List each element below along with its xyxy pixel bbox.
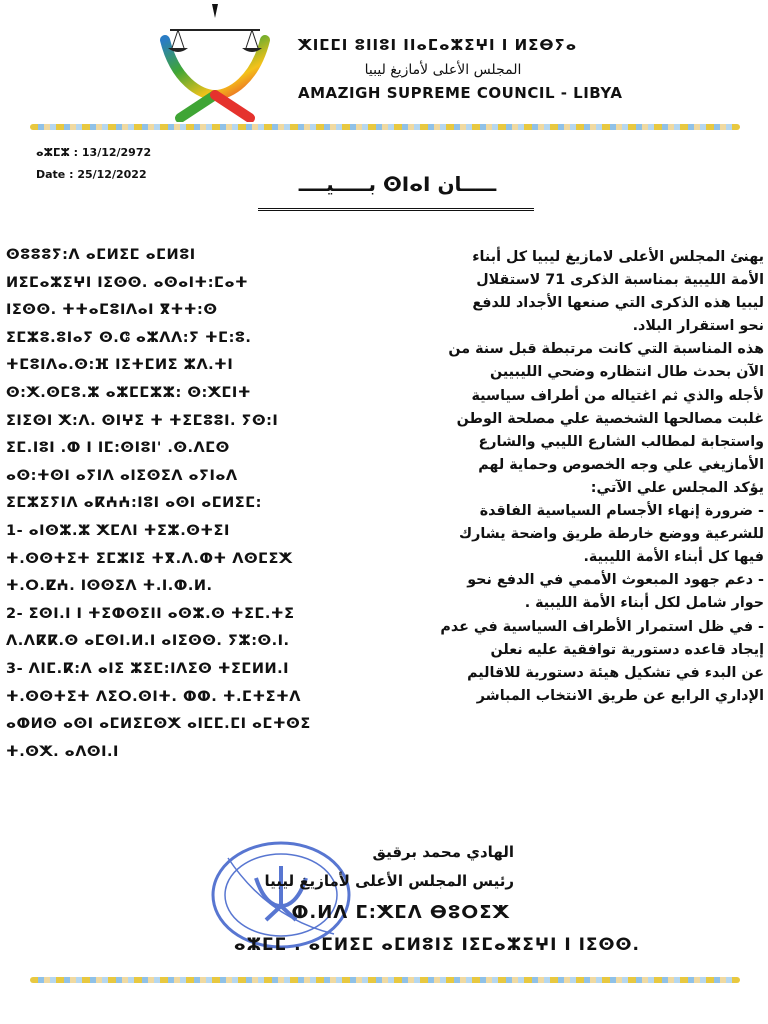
date-gregorian: Date : 25/12/2022 bbox=[36, 168, 147, 181]
arabic-line: واستجابة لمطالب الشارع الليبي والشارع bbox=[478, 433, 764, 450]
header-divider bbox=[30, 124, 740, 130]
org-name-tifinagh: ⵅⵏⵎⵎⵏ ⵓⵏⵏⵓⵏ ⵏⵏⴰⵎⴰⵣⵉⵖⵏ ⵏ ⵍⵉⴱⵢⴰ bbox=[298, 36, 578, 54]
tifinagh-line: ⴰⵀⵍⵙ ⴰⵙⵏ ⴰⵎⵍⵉⵎⵙⵅ ⴰⵏⵎⵎ.ⵎⵏ ⴰⵎⵜⵙⵉ bbox=[6, 716, 311, 733]
amazigh-council-logo-icon bbox=[150, 0, 280, 122]
statement-title: بـــــيــــ ⵙⵏⴰⵏ ـــــان bbox=[298, 172, 497, 196]
tifinagh-line: 2- ⵉⵙⵏ.ⵏ ⵏ ⵜⵉⵀⵙⵉⵏⵏ ⴰⵙⵣ.ⵙ ⵜⵉⵎ.ⵜⵉ bbox=[6, 605, 295, 622]
letterhead bbox=[0, 0, 768, 130]
arabic-line: الأمة الليبية بمناسبة الذكرى 71 لاستقلال bbox=[476, 272, 764, 289]
date-amazigh: ⴰⵣⵎⵣ : 13/12/2972 bbox=[36, 146, 152, 159]
arabic-line: إيجاد قاعده دستورية توافقية عليه نعلن bbox=[490, 641, 764, 658]
arabic-line: يهنئ المجلس الأعلى لامازيغ ليبيا كل أبناء bbox=[472, 249, 764, 265]
tifinagh-line: ⵜ.ⵙⵅ. ⴰⴷⵙⵏ.ⵏ bbox=[6, 743, 119, 760]
signatory-name-tifinagh: ⵀ.ⵍⴷ ⵎ:ⵅⵎⴷ ⴱⵓⵔⵉⵅ bbox=[291, 902, 510, 923]
arabic-line: نحو استقرار البلاد. bbox=[632, 318, 764, 335]
arabic-line: يؤكد المجلس علي الآتي: bbox=[590, 479, 764, 496]
arabic-line: غلبت مصالحها الشخصية علي مصلحة الوطن bbox=[456, 410, 764, 427]
arabic-line: الإداري الرابع عن طريق الانتخاب المباشر bbox=[476, 687, 764, 704]
tifinagh-line: ⵏⵉⵙⵙ. ⵜⵜⴰⵎⵓⵏⴷⴰⵏ ⴳⵜⵜ:ⵙ bbox=[6, 302, 218, 319]
signatory-role-tifinagh: ⴰⵣⵎⵎ . ⴰⵎⵍⵉⵎ ⴰⵎⵍⵓⵏⵉ ⵏⵉⵎⴰⵣⵉⵖⵏ ⵏ ⵏⵉⵙⵙ. bbox=[233, 935, 640, 955]
tifinagh-line: ⵜ.ⵙⵙⵜⵉⵜ ⴷⵉⵔ.ⵙⵏⵜ. ⵀⵀ. ⵜ.ⵎⵜⵉⵜⴷ bbox=[6, 688, 302, 705]
arabic-line: للشرعية ووضع خارطة طريق واضحة يشارك bbox=[458, 526, 764, 543]
tifinagh-line: ⵜ.ⵙⵙⵜⵉⵜ ⵉⵎⵣⵏⵉ ⵜⴳ.ⴷ.ⵀⵜ ⴷⵙⵎⵉⵅ bbox=[6, 550, 293, 567]
arabic-line: الآن بحدث طال انتظاره وضحي الليبيين bbox=[489, 364, 764, 381]
dates-block bbox=[36, 142, 151, 186]
body-tifinagh-column bbox=[6, 242, 378, 766]
tifinagh-line: ⵙⵓⵓⵓⵢ:ⴷ ⴰⵎⵍⵉⵎ ⴰⵎⵍⵓⵏ bbox=[6, 247, 196, 263]
title-underline bbox=[258, 208, 534, 211]
arabic-line: عن البدء في تشكيل هيئة دستورية للاقاليم bbox=[467, 664, 764, 681]
arabic-line: - ضرورة إنهاء الأجسام السياسية الفاقدة bbox=[479, 503, 764, 520]
arabic-line: لأجله والذي ثم اغتياله من أطراف سياسية bbox=[471, 387, 764, 404]
tifinagh-line: ⵉⵎⵣⵓ.ⵓⵏⴰⵢ ⵙ.ⵛ ⴰⵣⴷⴷ:ⵢ ⵜⵎ:ⵓ. bbox=[6, 329, 252, 346]
tifinagh-line: ⵜ.ⵔ.ⵇⵄ. ⵏⵙⵙⵉⴷ ⵜ.ⵏ.ⵀ.ⵍ. bbox=[6, 578, 213, 595]
signatory-name-arabic: الهادي محمد برقيق bbox=[372, 843, 514, 861]
tifinagh-line: ⴷ.ⴷⴽⴽ.ⵙ ⴰⵎⵙⵏ.ⵍ.ⵏ ⴰⵏⵉⵙⵙ. ⵢⵣ:ⵙ.ⵏ. bbox=[6, 633, 290, 650]
signatory-role-arabic: رئيس المجلس الأعلى لأمازيغ ليبيا bbox=[264, 872, 514, 890]
arabic-line: فيها كل أبناء الأمة الليبية. bbox=[583, 549, 764, 566]
tifinagh-line: ⵙ:ⵅ.ⵙⵎⵓ.ⵣ ⴰⵣⵎⵎⵣⵣ: ⵙ:ⵅⵎⵏⵜ bbox=[6, 384, 252, 401]
tifinagh-line: ⴰⵙ:ⵜⵙⵏ ⴰⵢⵏⴷ ⴰⵏⵉⵙⵉⴷ ⴰⵢⵏⴰⴷ bbox=[6, 467, 238, 484]
tifinagh-line: 3- ⴷⵏⵎ.ⴽ:ⴷ ⴰⵏⵉ ⵣⵉⵎ:ⵏⴷⵉⵙ ⵜⵉⵎⵍⵍ.ⵏ bbox=[6, 660, 290, 677]
arabic-line: - دعم جهود المبعوث الأممي في الدفع نحو bbox=[467, 572, 764, 589]
org-name-arabic: المجلس الأعلى لأمازيغ ليبيا bbox=[364, 62, 522, 78]
tifinagh-line: 1- ⴰⵏⵙⵣ.ⵣ ⵅⵎⴷⵏ ⵜⵉⵣ.ⵙⵜⵉⵏ bbox=[6, 522, 230, 539]
body-arabic-column bbox=[382, 246, 764, 708]
footer-divider bbox=[30, 977, 740, 983]
arabic-line: هذه المناسبة التي كانت مرتبطة قبل سنة من bbox=[448, 341, 764, 358]
arabic-line: حوار شامل لكل أبناء الأمة الليبية . bbox=[524, 595, 764, 612]
org-name-latin: AMAZIGH SUPREME COUNCIL - LIBYA bbox=[298, 84, 623, 102]
arabic-line: الأمازيغي علي وجه الخصوص وحماية لهم bbox=[478, 456, 764, 473]
tifinagh-line: ⵉⵎⵣⵉⵢⵏⴷ ⴰⴽⵄⵄ:ⵏⵓⵏ ⴰⵙⵏ ⴰⵎⵍⵉⵎ: bbox=[6, 495, 262, 512]
arabic-line: - في ظل استمرار الأطراف السياسية في عدم bbox=[440, 618, 764, 635]
tifinagh-line: ⵜⵎⵓⵏⴷⴰ.ⵙ:ⴼ ⵏⵉⵜⵎⵍⵉ ⵣⴷ.ⵜⵏ bbox=[6, 357, 234, 374]
arabic-line: ليبيا هذه الذكرى التي صنعها الأجداد للدفع bbox=[472, 295, 764, 312]
tifinagh-line: ⵍⵉⵎⴰⵣⵉⵖⵏ ⵏⵉⵙⵙ. ⴰⵙⴰⵏⵜ:ⵎⴰⵜ bbox=[6, 274, 249, 291]
tifinagh-line: ⵉⵏⵉⵙⵏ ⵅ:ⴷ. ⵙⵏⵖⵉ ⵜ ⵜⵉⵎⵓⵓⵏ. ⵢⵙ:ⵏ bbox=[6, 412, 279, 429]
tifinagh-line: ⵉⵎ.ⵏⵓⵏ .ⵀ ⵏ ⵏⵎ:ⵙⵏⵓⵏ' .ⵙ.ⴷⵎⵙ bbox=[6, 440, 230, 457]
